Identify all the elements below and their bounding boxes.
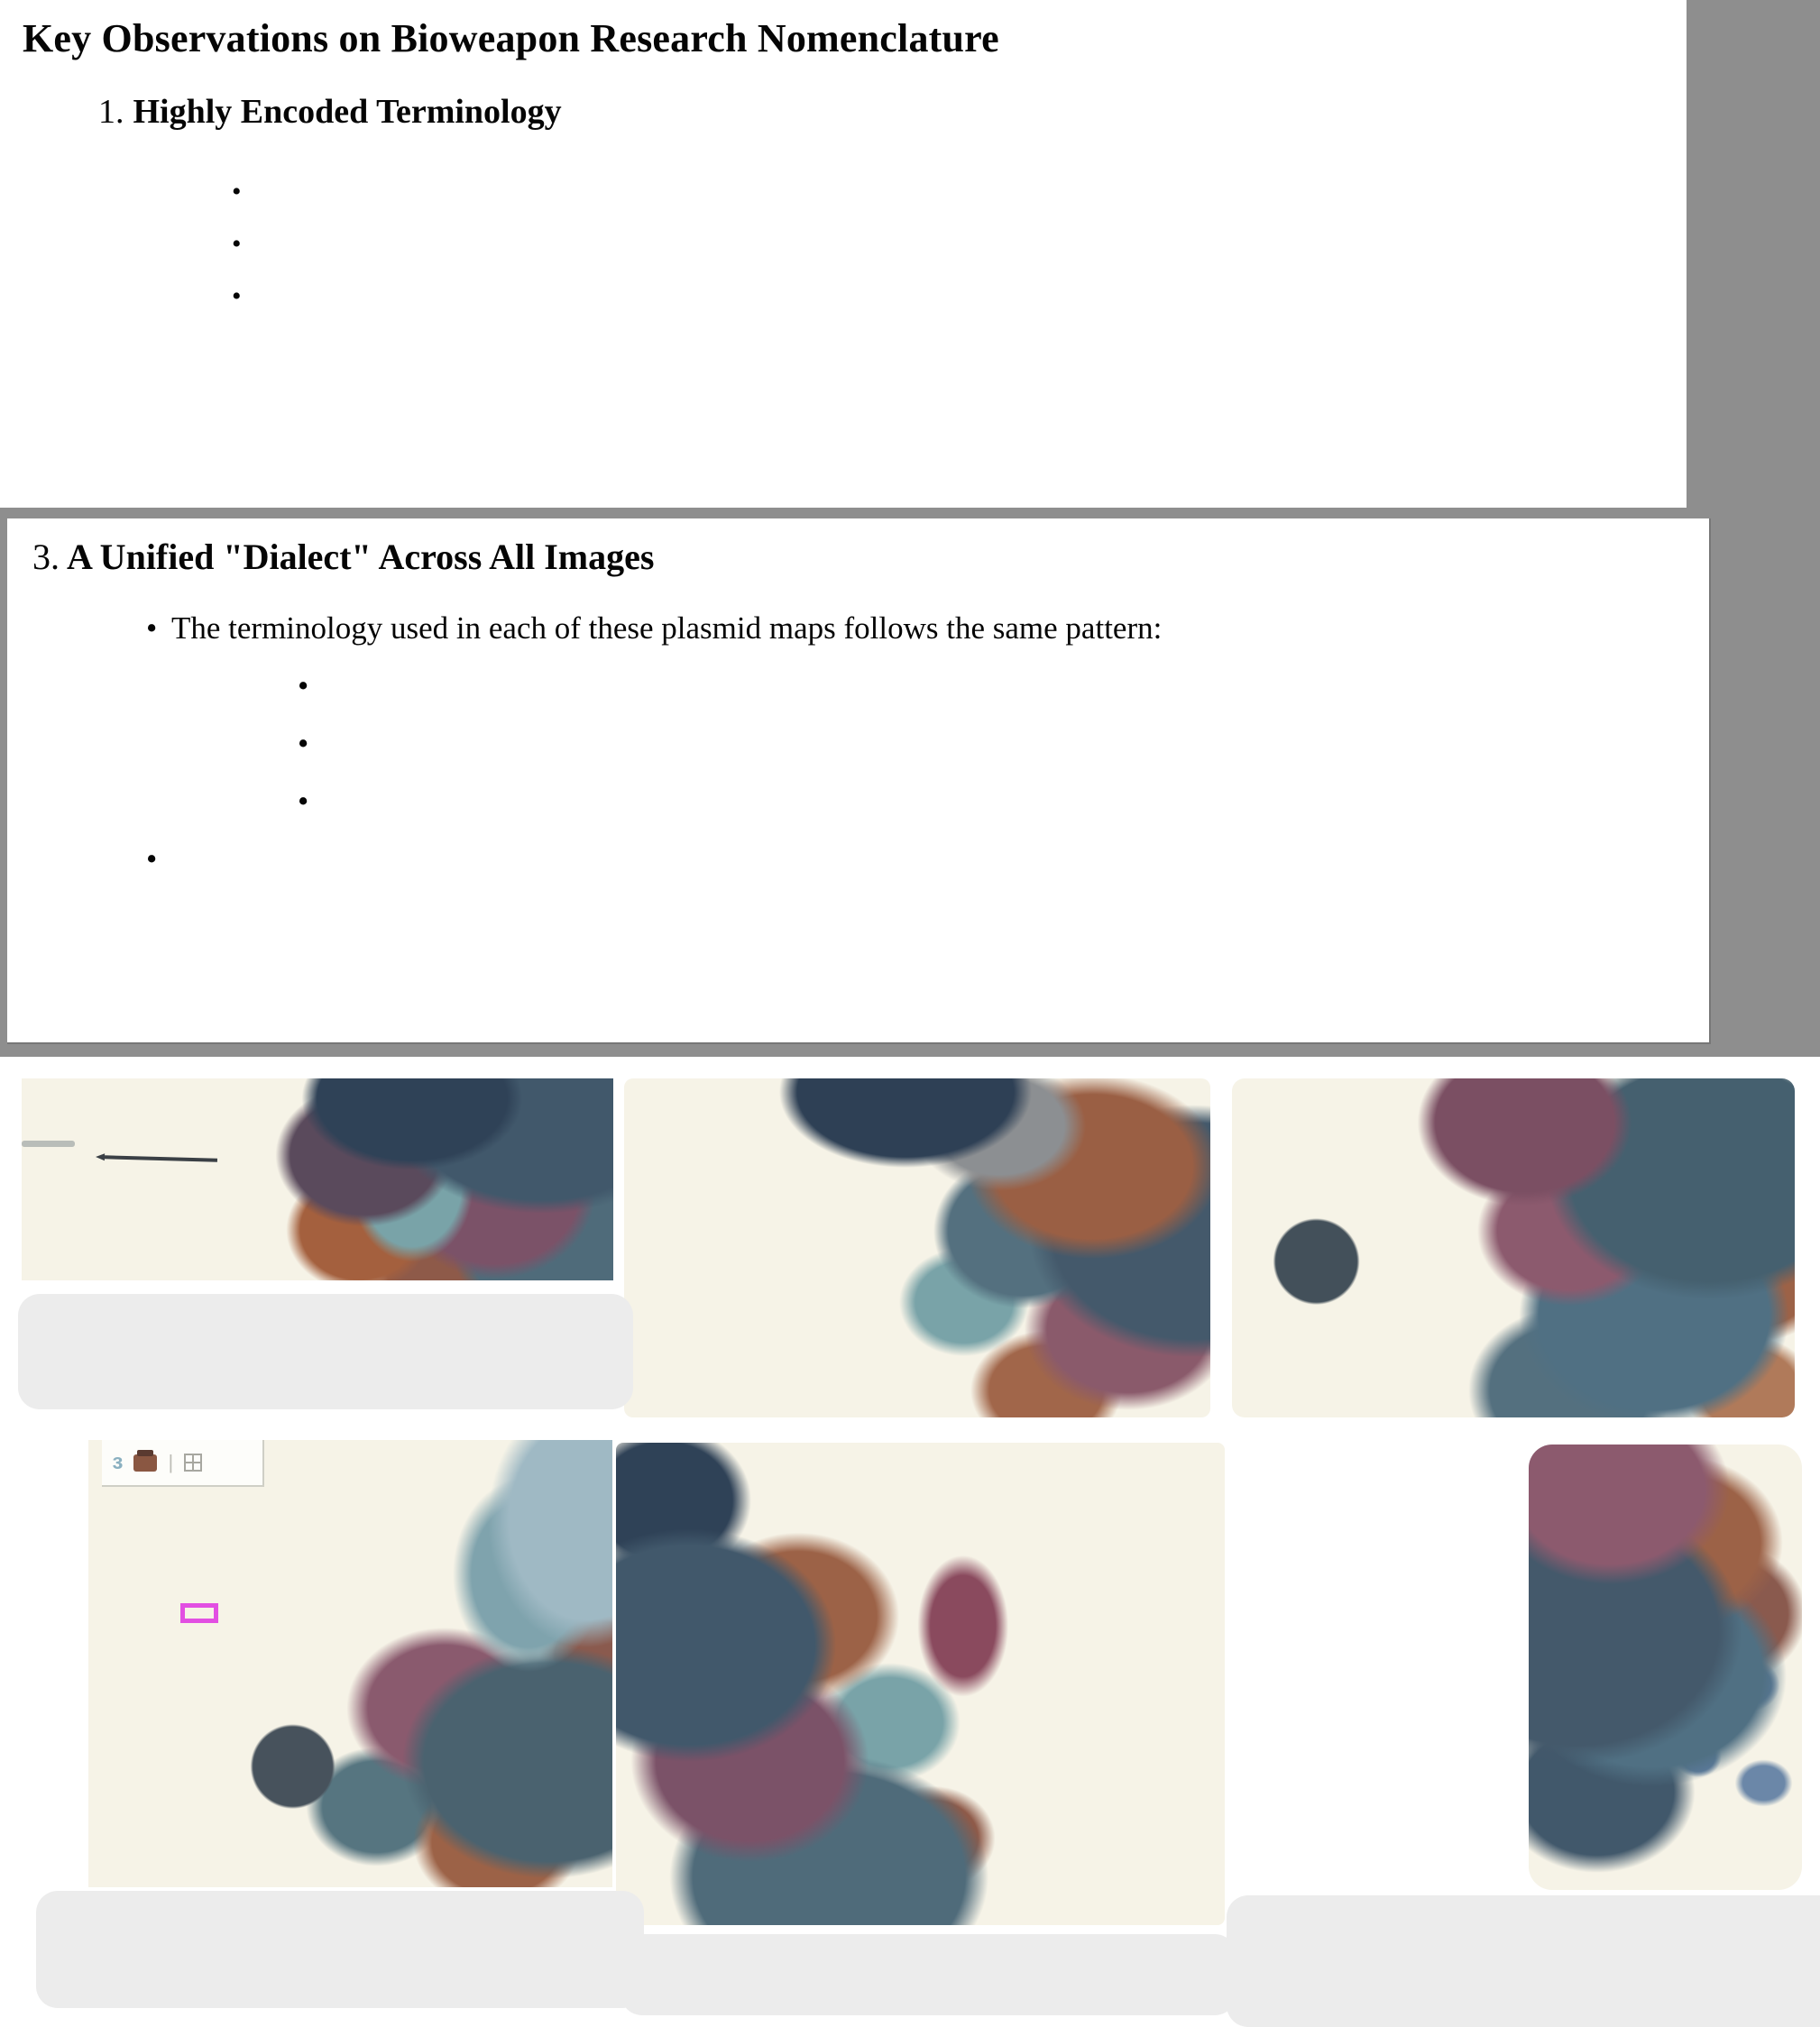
list-heading-1 [98, 92, 1687, 132]
bullet-item [232, 271, 1687, 323]
list-heading-text: A Unified "Dialect" Across All Images [67, 537, 655, 577]
bullet-item [146, 600, 1709, 657]
image-toolbar [102, 1440, 264, 1487]
bullet-item [232, 166, 1687, 218]
bullet-dot [146, 600, 171, 657]
list-number: 3. [32, 537, 60, 577]
bullet-list [232, 166, 1687, 323]
bullet-dot [146, 830, 171, 888]
chat-bubble [1227, 1895, 1820, 2027]
gray-line [22, 1141, 75, 1147]
bullet-dot [298, 657, 323, 715]
bullet-dot [298, 773, 323, 830]
chat-bubble [620, 1934, 1236, 2015]
caret-icon: ɜ [112, 1450, 124, 1474]
plasmid-image-thumbnail[interactable] [22, 1078, 613, 1280]
sub-bullet-item [298, 715, 1709, 773]
list-heading-text: Highly Encoded Terminology [133, 93, 562, 131]
sub-bullet-list [298, 657, 1709, 830]
list-heading-3 [32, 533, 1709, 582]
needle-pointer-icon [105, 1156, 217, 1162]
bullet-dot [232, 271, 257, 323]
bullet-dot [232, 218, 257, 271]
grid-icon[interactable] [184, 1454, 202, 1472]
bullet-dot [232, 166, 257, 218]
notes-card-middle [7, 518, 1711, 1044]
image-label [180, 1603, 218, 1623]
list-number: 1. [98, 93, 124, 131]
plasmid-image-thumbnail[interactable] [88, 1440, 612, 1887]
plasmid-image-thumbnail[interactable] [1232, 1078, 1795, 1417]
bullet-item [232, 218, 1687, 271]
print-icon[interactable] [133, 1454, 157, 1472]
sub-bullet-item [298, 773, 1709, 830]
chat-bubble [36, 1891, 644, 2008]
toolbar-divider: | [168, 1451, 174, 1473]
document-line: The terminology used in each of these plasmid maps follows the same pattern: [171, 610, 1163, 646]
plasmid-image-thumbnail[interactable] [624, 1078, 1210, 1417]
plasmid-image-thumbnail[interactable] [1529, 1445, 1802, 1890]
chat-bubble [18, 1294, 633, 1409]
bullet-dot [298, 715, 323, 773]
notes-card-top [0, 0, 1687, 508]
plasmid-image-thumbnail[interactable] [616, 1443, 1225, 1925]
sub-bullet-item [298, 657, 1709, 715]
page-title: Key Observations on Bioweapon Research Nomenclature [23, 16, 999, 60]
bullet-item [146, 830, 1709, 888]
